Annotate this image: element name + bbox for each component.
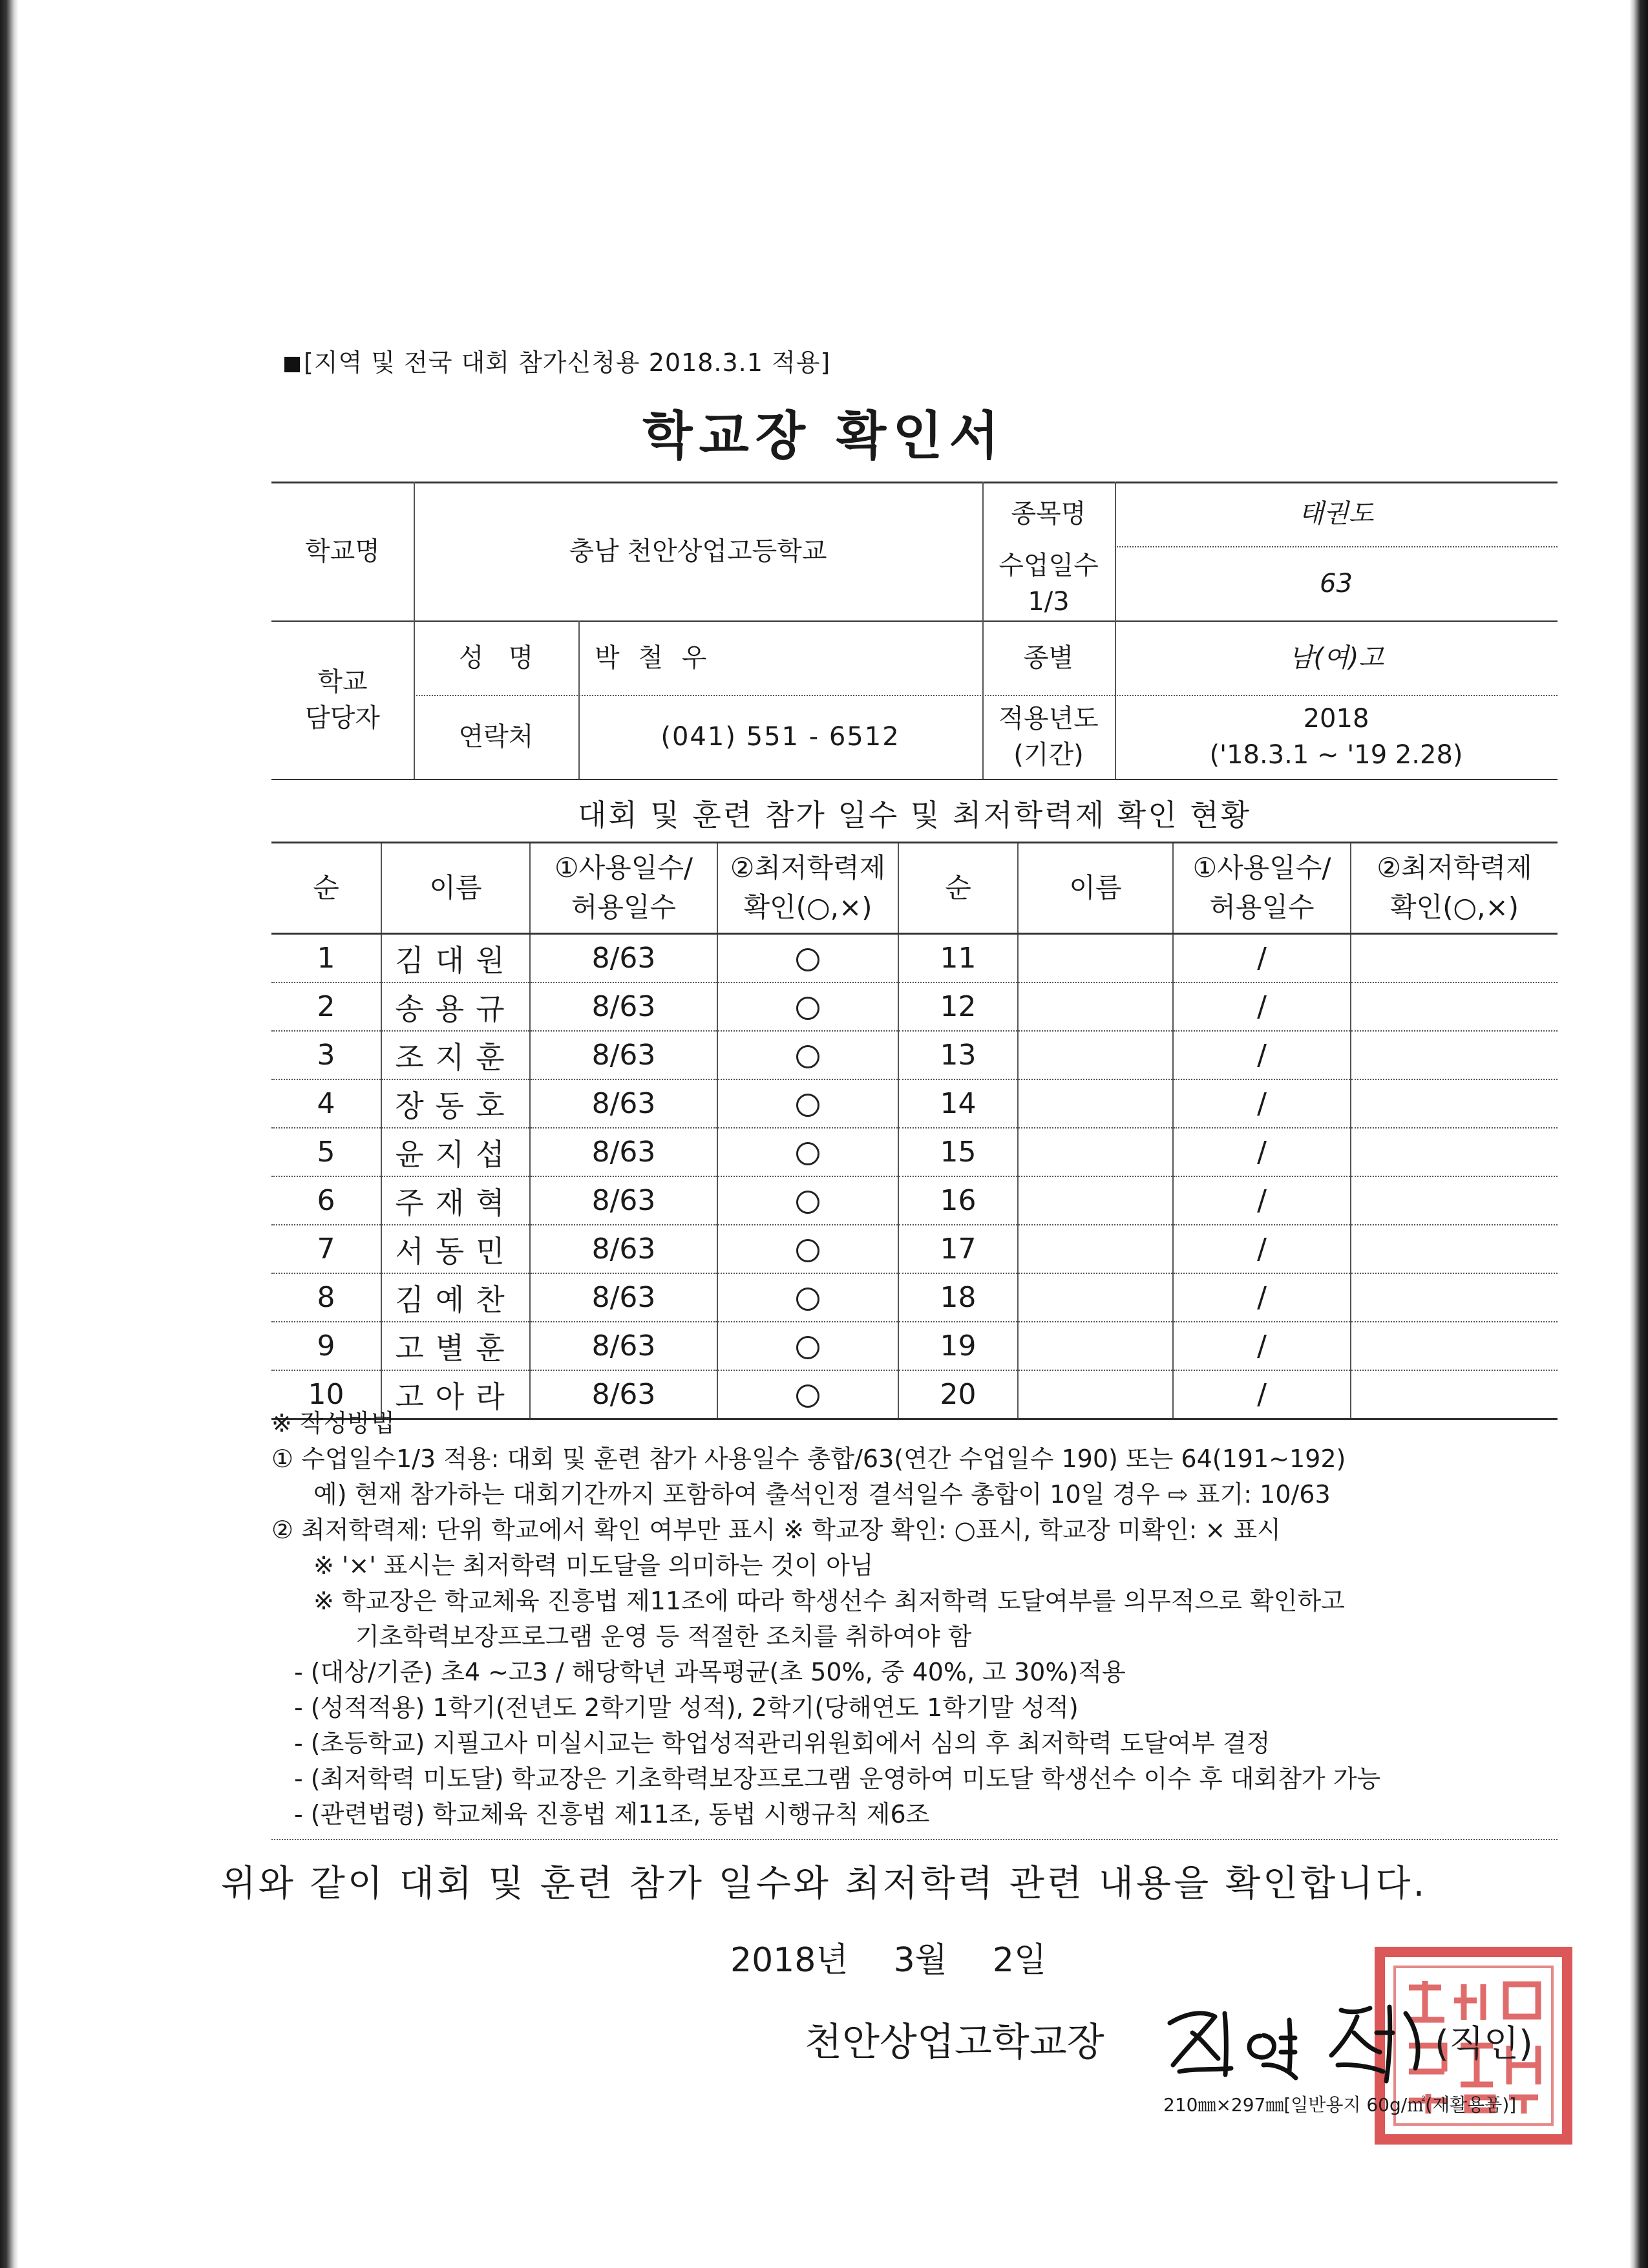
circle-mark-icon — [796, 1336, 819, 1359]
col-header-days — [530, 843, 717, 934]
row-days-2: / — [1173, 1128, 1351, 1176]
row-check — [717, 1176, 898, 1225]
row-no: 2 — [271, 982, 381, 1031]
manager-label-line2: 담당자 — [305, 703, 380, 733]
table-row — [271, 1273, 1558, 1322]
confirmation-statement: 위와 같이 대회 및 훈련 참가 일수와 최저학력 관련 내용을 확인합니다. — [220, 1863, 1428, 1905]
gender-value: 남(여)고 — [1288, 642, 1384, 673]
col-header-min-line1: ②최저학력제 — [1377, 852, 1532, 884]
note-line: ② 최저학력제: 단위 학교에서 확인 여부만 표시 ※ 학교장 확인: ○표시, 학교장 미확인: × 표시 — [271, 1516, 1281, 1544]
row-days-2: / — [1173, 1176, 1351, 1225]
row-check-2 — [1351, 1273, 1558, 1322]
row-name-2 — [1018, 1128, 1173, 1176]
roster-table — [271, 842, 1558, 1420]
school-label: 학교명 — [305, 536, 380, 566]
row-no: 5 — [271, 1128, 381, 1176]
row-check-2 — [1351, 1031, 1558, 1079]
note-line: - (최저학력 미도달) 학교장은 기초학력보장프로그램 운영하여 미도달 학생선수 이수 후 대회참가 가능 — [294, 1765, 1381, 1793]
date-year: 2018년 — [730, 1941, 849, 1980]
row-days: 8/63 — [530, 1128, 717, 1176]
row-name-2 — [1018, 1079, 1173, 1128]
circle-mark-icon — [796, 997, 819, 1020]
row-name-2 — [1018, 1031, 1173, 1079]
row-no-2: 20 — [898, 1370, 1018, 1419]
row-days: 8/63 — [530, 982, 717, 1031]
col-header-name-2: 이름 — [1018, 843, 1173, 934]
row-name-2 — [1018, 982, 1173, 1031]
sport-value: 태권도 — [1298, 499, 1374, 529]
row-name: 김대원 — [381, 934, 530, 983]
principal-title: 천안상업고학교장 — [805, 2020, 1104, 2065]
instructions — [271, 1406, 1564, 1832]
row-name-2 — [1018, 934, 1173, 983]
table-row — [271, 1031, 1558, 1079]
row-no: 1 — [271, 934, 381, 983]
note-line: - (초등학교) 지필고사 미실시교는 학업성적관리위원회에서 심의 후 최저학력 도달여부 결정 — [294, 1729, 1271, 1757]
year-label-line1: 적용년도 — [998, 704, 1099, 734]
col-header-days-line2: 허용일수 — [1209, 891, 1315, 923]
row-no: 10 — [271, 1370, 381, 1419]
col-header-days-2 — [1173, 843, 1351, 934]
row-name: 고아라 — [381, 1370, 530, 1419]
note-line: 기초학력보장프로그램 운영 등 적절한 조치를 취하여야 함 — [355, 1622, 972, 1651]
name-label: 성 명 — [458, 642, 534, 673]
circle-mark-icon — [796, 948, 819, 971]
row-check — [717, 1079, 898, 1128]
row-no: 3 — [271, 1031, 381, 1079]
row-no-2: 13 — [898, 1031, 1018, 1079]
row-name: 조지훈 — [381, 1031, 530, 1079]
table-row — [271, 1079, 1558, 1128]
table-row — [271, 982, 1558, 1031]
year-value — [1115, 695, 1558, 779]
table-row — [271, 1176, 1558, 1225]
col-header-days-line1: ①사용일수/ — [1192, 852, 1331, 884]
year-value-period: ('18.3.1 ~ '19 2.28) — [1209, 740, 1463, 770]
circle-mark-icon — [796, 1142, 819, 1165]
paper-spec: 210㎜×297㎜[일반용지 60g/㎡(재활용품)] — [1163, 2094, 1517, 2115]
row-no: 4 — [271, 1079, 381, 1128]
table-row — [271, 934, 1558, 983]
table-row — [271, 1322, 1558, 1370]
square-bullet-icon — [284, 357, 300, 372]
row-days-2: / — [1173, 1031, 1351, 1079]
row-days-2: / — [1173, 1322, 1351, 1370]
col-header-days-line1: ①사용일수/ — [554, 852, 693, 884]
note-line: ① 수업일수1/3 적용: 대회 및 훈련 참가 사용일수 총합/63(연간 수업일수 190) 또는 64(191~192) — [271, 1445, 1346, 1473]
info-rule — [271, 779, 1558, 780]
row-days: 8/63 — [530, 1370, 717, 1419]
circle-mark-icon — [796, 1288, 819, 1311]
row-no-2: 16 — [898, 1176, 1018, 1225]
row-days: 8/63 — [530, 934, 717, 983]
row-name: 주재혁 — [381, 1176, 530, 1225]
row-no-2: 14 — [898, 1079, 1018, 1128]
days-value: 63 — [1320, 568, 1353, 599]
row-days-2: / — [1173, 1370, 1351, 1419]
col-header-min-line1: ②최저학력제 — [730, 852, 886, 884]
row-check — [717, 1128, 898, 1176]
row-check-2 — [1351, 1225, 1558, 1273]
table-header-row — [271, 843, 1558, 934]
row-check — [717, 1031, 898, 1079]
note-line: - (관련법령) 학교체육 진흥법 제11조, 동법 시행규칙 제6조 — [294, 1800, 930, 1828]
row-name: 서동민 — [381, 1225, 530, 1273]
row-no-2: 15 — [898, 1128, 1018, 1176]
days-label-line1: 수업일수 — [998, 550, 1099, 580]
row-days: 8/63 — [530, 1273, 717, 1322]
col-header-no: 순 — [271, 843, 381, 934]
note-line: - (성적적용) 1학기(전년도 2학기말 성적), 2학기(당해연도 1학기말 성적) — [294, 1693, 1079, 1722]
col-header-no-2: 순 — [898, 843, 1018, 934]
header-note-text: [지역 및 전국 대회 참가신청용 2018.3.1 적용] — [304, 348, 831, 377]
manager-label — [271, 620, 414, 779]
row-check-2 — [1351, 1128, 1558, 1176]
row-check — [717, 1273, 898, 1322]
note-line: - (대상/기준) 초4 ~고3 / 해당학년 과목평균(초 50%, 중 40%, 고 30%)적용 — [294, 1658, 1126, 1686]
row-no-2: 11 — [898, 934, 1018, 983]
col-header-name: 이름 — [381, 843, 530, 934]
issue-date — [730, 1933, 1092, 1981]
row-no-2: 19 — [898, 1322, 1018, 1370]
table-row — [271, 1128, 1558, 1176]
note-line: ※ 학교장은 학교체육 진흥법 제11조에 따라 학생선수 최저학력 도달여부를 의무적으로 확인하고 — [313, 1587, 1345, 1615]
manager-label-line1: 학교 — [317, 666, 368, 697]
contact-label: 연락처 — [458, 722, 534, 752]
note-line: ※ '×' 표시는 최저학력 미도달을 의미하는 것이 아님 — [313, 1551, 874, 1580]
circle-mark-icon — [796, 1094, 819, 1117]
col-header-min-2 — [1351, 843, 1558, 934]
notes-bottom-rule — [271, 1839, 1558, 1840]
row-check — [717, 1322, 898, 1370]
row-days-2: / — [1173, 1225, 1351, 1273]
row-no: 7 — [271, 1225, 381, 1273]
row-name: 윤지섭 — [381, 1128, 530, 1176]
table-row — [271, 1225, 1558, 1273]
section-title: 대회 및 훈련 참가 일수 및 최저학력제 확인 현황 — [577, 797, 1252, 832]
note-line: 예) 현재 참가하는 대회기간까지 포함하여 출석인정 결석일수 총합이 10일 경우 ⇨ 표기: 10/63 — [313, 1480, 1331, 1509]
row-name: 송용규 — [381, 982, 530, 1031]
contact-value: (041) 551 - 6512 — [660, 722, 900, 752]
row-check — [717, 982, 898, 1031]
row-no: 6 — [271, 1176, 381, 1225]
row-no: 8 — [271, 1273, 381, 1322]
row-check-2 — [1351, 1176, 1558, 1225]
year-value-year: 2018 — [1303, 704, 1369, 734]
circle-mark-icon — [796, 1239, 819, 1262]
row-days-2: / — [1173, 1079, 1351, 1128]
row-days-2: / — [1173, 934, 1351, 983]
header-note — [284, 343, 830, 378]
row-check-2 — [1351, 1079, 1558, 1128]
col-header-min — [717, 843, 898, 934]
row-days: 8/63 — [530, 1176, 717, 1225]
row-days: 8/63 — [530, 1031, 717, 1079]
col-header-min-line2: 확인(○,×) — [1389, 891, 1519, 923]
row-name-2 — [1018, 1225, 1173, 1273]
school-name: 충남 천안상업고등학교 — [569, 536, 827, 566]
year-label-line2: (기간) — [1013, 740, 1084, 770]
circle-mark-icon — [796, 1384, 819, 1408]
row-no: 9 — [271, 1322, 381, 1370]
days-label — [982, 546, 1115, 620]
row-check — [717, 1225, 898, 1273]
circle-mark-icon — [796, 1191, 819, 1214]
circle-mark-icon — [796, 1045, 819, 1068]
manager-name: 박 철 우 — [595, 642, 712, 673]
row-check — [717, 934, 898, 983]
sport-label: 종목명 — [1011, 499, 1086, 529]
row-name-2 — [1018, 1322, 1173, 1370]
row-days: 8/63 — [530, 1079, 717, 1128]
row-days: 8/63 — [530, 1322, 717, 1370]
days-label-line2: 1/3 — [1028, 586, 1070, 617]
row-check-2 — [1351, 1322, 1558, 1370]
seal-label: (직인) — [1435, 2023, 1533, 2065]
year-label — [982, 695, 1115, 779]
row-no-2: 17 — [898, 1225, 1018, 1273]
document-title: 학교장 확인서 — [642, 406, 1006, 466]
row-name: 김예찬 — [381, 1273, 530, 1322]
col-header-days-line2: 허용일수 — [571, 891, 677, 923]
row-name: 장동호 — [381, 1079, 530, 1128]
row-no-2: 18 — [898, 1273, 1018, 1322]
row-days-2: / — [1173, 1273, 1351, 1322]
row-name: 고별훈 — [381, 1322, 530, 1370]
date-day: 2일 — [992, 1941, 1047, 1980]
principal-signature — [1157, 1987, 1454, 2084]
notes-heading: ※ 작성방법 — [271, 1409, 395, 1437]
row-days-2: / — [1173, 982, 1351, 1031]
row-no-2: 12 — [898, 982, 1018, 1031]
gender-label: 종별 — [1023, 642, 1074, 673]
col-header-min-line2: 확인(○,×) — [743, 891, 872, 923]
row-check-2 — [1351, 982, 1558, 1031]
row-name-2 — [1018, 1176, 1173, 1225]
row-name-2 — [1018, 1273, 1173, 1322]
row-check-2 — [1351, 934, 1558, 983]
date-month: 3월 — [893, 1941, 947, 1980]
row-days: 8/63 — [530, 1225, 717, 1273]
